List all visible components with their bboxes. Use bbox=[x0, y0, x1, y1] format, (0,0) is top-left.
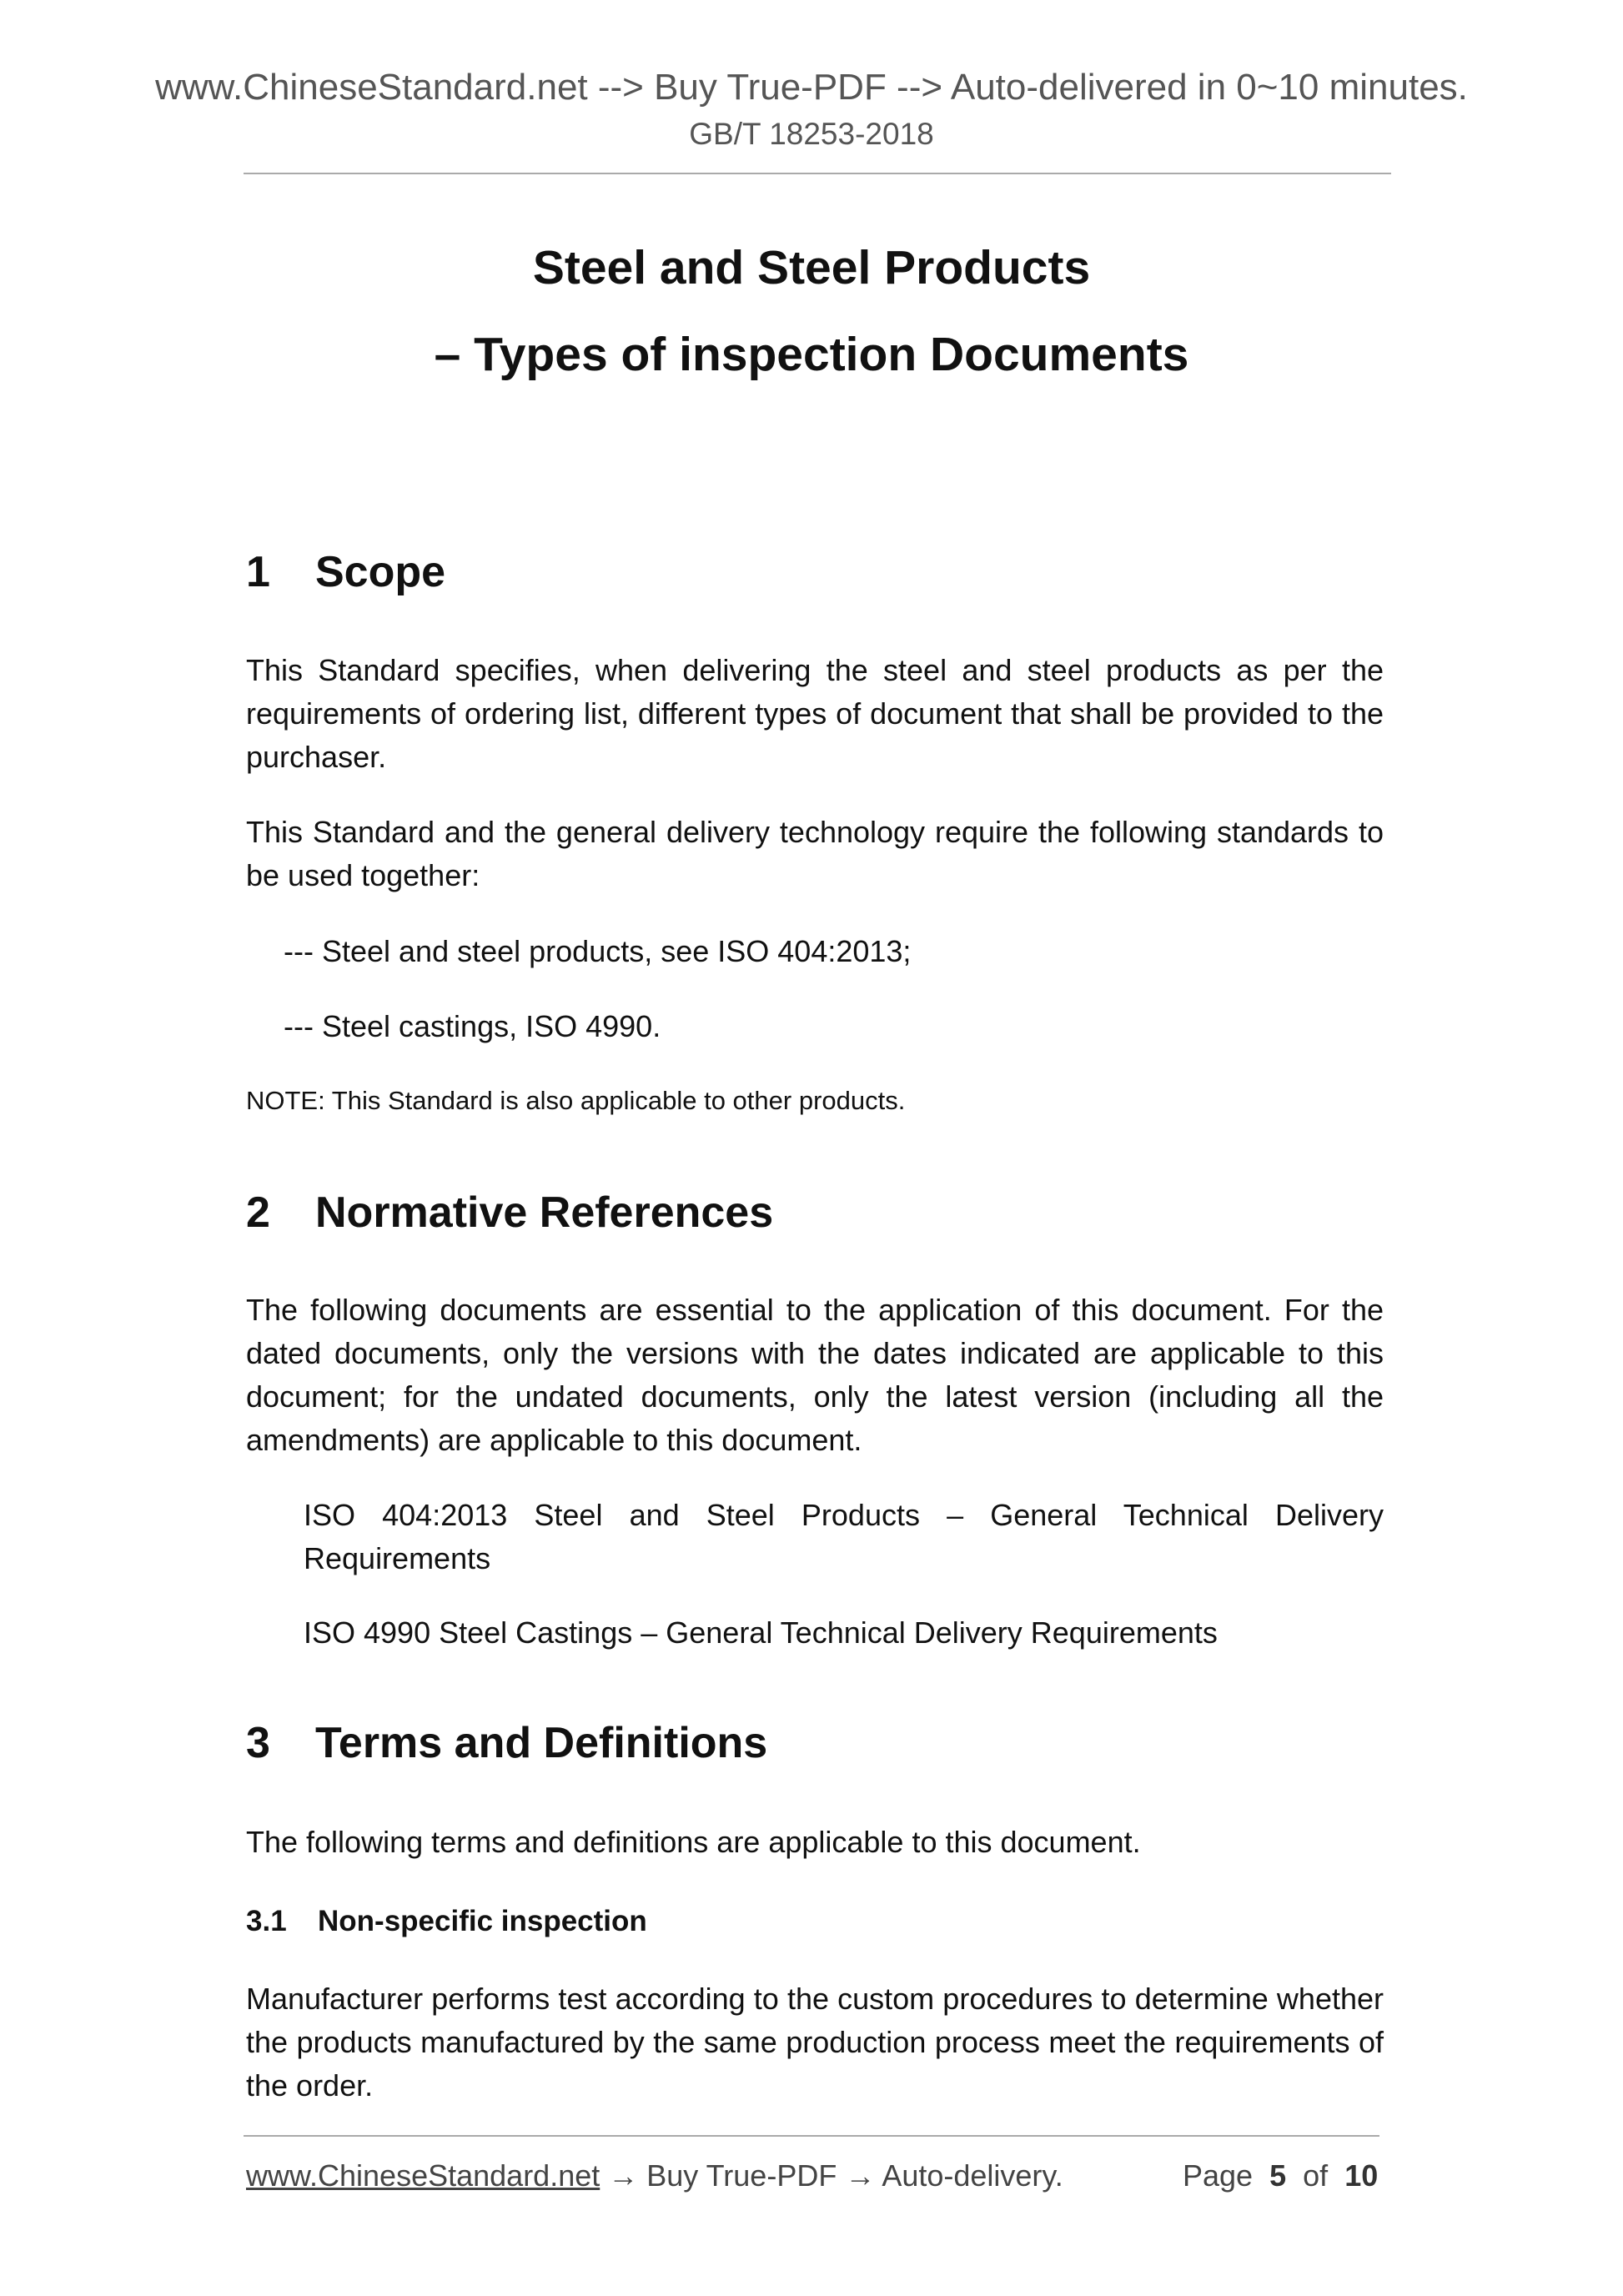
page-number: 5 bbox=[1269, 2158, 1287, 2193]
scope-list-item-1: --- Steel and steel products, see ISO 404:2013; bbox=[284, 934, 912, 968]
section-title: Scope bbox=[315, 548, 446, 596]
section-2-heading bbox=[246, 1188, 773, 1238]
of-label: of bbox=[1303, 2158, 1329, 2193]
page-label: Page bbox=[1183, 2158, 1254, 2193]
scope-paragraph-1: This Standard specifies, when delivering the steel and steel products as per the requirements of ordering list, different types of document that shall be provided to the purchaser. bbox=[246, 653, 1384, 774]
subsection-title: Non-specific inspection bbox=[318, 1905, 647, 1937]
subsection-number: 3.1 bbox=[246, 1905, 287, 1937]
section-number: 3 bbox=[246, 1719, 270, 1767]
section-number: 1 bbox=[246, 548, 270, 596]
document-subtitle: – Types of inspection Documents bbox=[434, 328, 1189, 381]
footer-promo bbox=[246, 2158, 1063, 2193]
scope-list-item-2: --- Steel castings, ISO 4990. bbox=[284, 1009, 661, 1043]
references-paragraph: The following documents are essential to the application of this document. For the dated documents, only the versions with the dates indicated are applicable to this document; for the undated documents, only the latest version (including all the amendments) are applicable to this document. bbox=[246, 1293, 1384, 1457]
reference-iso-4990: ISO 4990 Steel Castings – General Technical Delivery Requirements bbox=[304, 1615, 1218, 1650]
section-title: Normative References bbox=[315, 1188, 774, 1237]
footer-website-link[interactable]: www.ChineseStandard.net bbox=[246, 2158, 600, 2193]
standard-code: GB/T 18253-2018 bbox=[689, 117, 934, 151]
header-banner: www.ChineseStandard.net --> Buy True-PDF --> Auto-delivered in 0~10 minutes. bbox=[155, 67, 1468, 108]
terms-paragraph: The following terms and definitions are applicable to this document. bbox=[246, 1825, 1141, 1859]
footer-promo-text: → Buy True-PDF → Auto-delivery. bbox=[600, 2158, 1063, 2193]
document-title: Steel and Steel Products bbox=[532, 241, 1091, 294]
page-total: 10 bbox=[1344, 2158, 1379, 2193]
section-number: 2 bbox=[246, 1188, 270, 1237]
section-title: Terms and Definitions bbox=[315, 1719, 768, 1767]
section-1-heading bbox=[246, 547, 445, 597]
footer-divider bbox=[244, 2135, 1379, 2137]
section-3-heading bbox=[246, 1718, 767, 1768]
scope-note: NOTE: This Standard is also applicable to other products. bbox=[246, 1086, 906, 1115]
subsection-3-1-heading bbox=[246, 1905, 647, 1938]
scope-paragraph-2: This Standard and the general delivery technology require the following standards to be used together: bbox=[246, 815, 1384, 892]
reference-iso-404: ISO 404:2013 Steel and Steel Products – General Technical Delivery Requirements bbox=[304, 1498, 1384, 1575]
header-divider bbox=[244, 173, 1391, 174]
page-indicator bbox=[1183, 2158, 1378, 2193]
definition-paragraph: Manufacturer performs test according to the custom procedures to determine whether the products manufactured by the same production process meet the requirements of the order. bbox=[246, 1982, 1384, 2103]
